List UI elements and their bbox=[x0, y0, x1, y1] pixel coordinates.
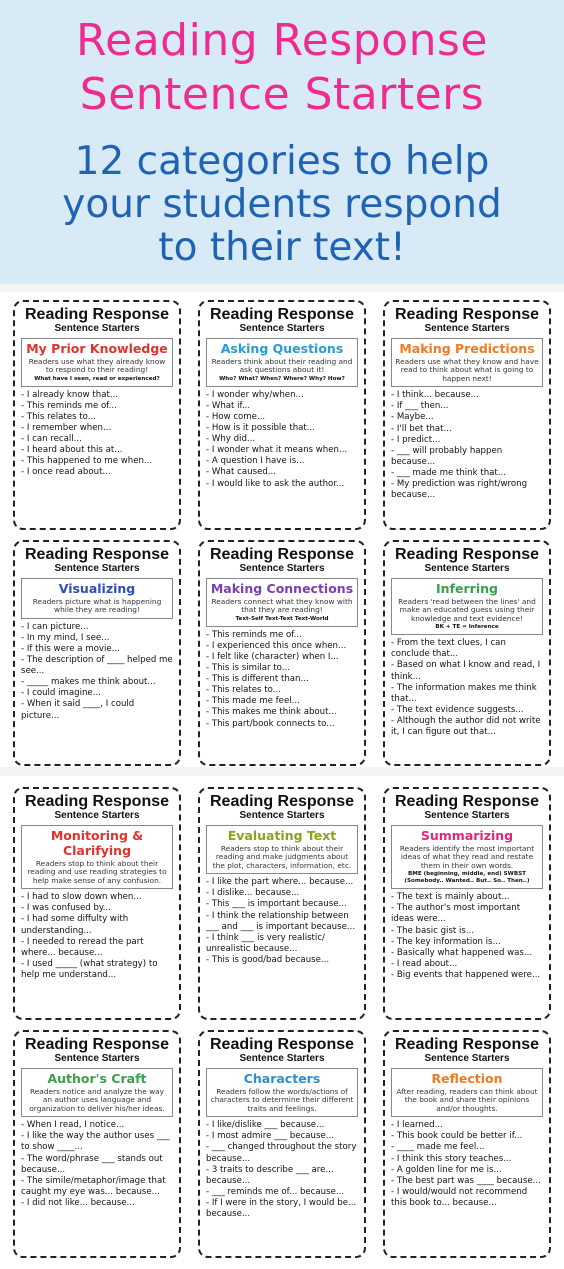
starter-item: - This relates to... bbox=[21, 412, 175, 423]
starter-item: - This happened to me when... bbox=[21, 456, 175, 467]
starter-list bbox=[385, 1120, 549, 1209]
starter-item: - The information makes me think that... bbox=[391, 683, 545, 705]
category-name: Evaluating Text bbox=[227, 828, 337, 843]
category-box bbox=[206, 1068, 358, 1117]
starter-item: - Maybe... bbox=[391, 412, 545, 423]
starter-item: - I think this story teaches... bbox=[391, 1154, 545, 1165]
page-title-line2: Sentence Starters bbox=[79, 69, 485, 120]
starter-item: - This reminds me of... bbox=[21, 401, 175, 412]
starter-item: - This ___ is important because... bbox=[206, 899, 360, 910]
card-subtitle: Sentence Starters bbox=[239, 810, 325, 821]
category-description: Readers stop to think about their reading and use reading strategies to help make sense of any confusion. bbox=[27, 859, 167, 885]
card-title: Reading Response bbox=[209, 306, 355, 323]
starter-item: - My prediction was right/wrong because... bbox=[391, 479, 545, 501]
starter-item: - A golden line for me is... bbox=[391, 1165, 545, 1176]
card-subtitle: Sentence Starters bbox=[424, 1053, 510, 1064]
category-description: Readers identify the most important ideas of what they read and restate them in their own words. bbox=[399, 844, 535, 870]
starter-item: - Big events that happened were... bbox=[391, 970, 545, 981]
starter-item: - I heard about this at... bbox=[21, 445, 175, 456]
category-box bbox=[21, 825, 173, 889]
starter-card bbox=[383, 1030, 551, 1258]
starter-card bbox=[13, 1030, 181, 1258]
starter-item: - This book could be better if... bbox=[391, 1131, 545, 1142]
starter-item: - This is good/bad because... bbox=[206, 955, 360, 966]
starter-item: - The text is mainly about... bbox=[391, 892, 545, 903]
category-note: What have I seen, read or experienced? bbox=[34, 375, 160, 382]
starter-item: - I remember when... bbox=[21, 423, 175, 434]
starter-item: - 3 traits to describe ___ are... because... bbox=[206, 1165, 360, 1187]
starter-item: - I'll bet that... bbox=[391, 424, 545, 435]
starter-item: - What if... bbox=[206, 401, 360, 412]
card-title: Reading Response bbox=[394, 1036, 540, 1053]
starter-item: - If ___ then... bbox=[391, 401, 545, 412]
starter-item: - I felt like (character) when I... bbox=[206, 652, 360, 663]
starter-item: - I most admire ___ because... bbox=[206, 1131, 360, 1142]
category-name: Monitoring & Clarifying bbox=[50, 828, 144, 858]
starter-item: - When it said ____, I could picture... bbox=[21, 699, 175, 721]
starter-item: - I would like to ask the author... bbox=[206, 479, 360, 490]
card-title: Reading Response bbox=[24, 546, 170, 563]
starter-item: - This is different than... bbox=[206, 674, 360, 685]
card-subtitle: Sentence Starters bbox=[54, 323, 140, 334]
category-description: After reading, readers can think about the book and share their opinions and/or thoughts. bbox=[396, 1087, 538, 1113]
card-title: Reading Response bbox=[24, 793, 170, 810]
starter-item: - I needed to reread the part where... because... bbox=[21, 937, 175, 959]
starter-card bbox=[13, 300, 181, 530]
card-title: Reading Response bbox=[394, 306, 540, 323]
category-name: Making Connections bbox=[210, 581, 354, 596]
starter-item: - Although the author did not write it, I can figure out that... bbox=[391, 716, 545, 738]
card-title: Reading Response bbox=[209, 1036, 355, 1053]
starter-item: - ___ changed throughout the story because... bbox=[206, 1142, 360, 1164]
starter-list bbox=[200, 1120, 364, 1220]
starter-item: - I wonder why/when... bbox=[206, 390, 360, 401]
category-name: Asking Questions bbox=[220, 341, 344, 356]
starter-item: - If this were a movie... bbox=[21, 644, 175, 655]
starter-item: - I used _____ (what strategy) to help me understand... bbox=[21, 959, 175, 981]
starter-item: - The text evidence suggests... bbox=[391, 705, 545, 716]
starter-item: - I can recall... bbox=[21, 434, 175, 445]
starter-list bbox=[15, 1120, 179, 1209]
starter-item: - How is it possible that... bbox=[206, 423, 360, 434]
starter-item: - I think the relationship between ___ and ___ is important because... bbox=[206, 911, 360, 933]
starter-item: - This relates to... bbox=[206, 685, 360, 696]
starter-item: - From the text clues, I can conclude that... bbox=[391, 638, 545, 660]
category-description: Readers follow the words/actions of characters to determine their different traits and feelings. bbox=[210, 1087, 354, 1113]
category-description: Readers notice and analyze the way an author uses language and organization to deliver his/her ideas. bbox=[29, 1087, 165, 1113]
starter-card bbox=[383, 300, 551, 530]
starter-card bbox=[198, 787, 366, 1020]
starter-item: - This is similar to... bbox=[206, 663, 360, 674]
card-title: Reading Response bbox=[394, 793, 540, 810]
starter-item: - I had to slow down when... bbox=[21, 892, 175, 903]
category-name: Characters bbox=[243, 1071, 321, 1086]
starter-item: - I had some diffulty with understanding... bbox=[21, 914, 175, 936]
category-box bbox=[206, 825, 358, 874]
starter-item: - This made me feel... bbox=[206, 696, 360, 707]
category-box bbox=[391, 1068, 543, 1117]
starter-item: - I can picture... bbox=[21, 622, 175, 633]
starter-list bbox=[385, 390, 549, 501]
category-name: My Prior Knowledge bbox=[26, 341, 168, 356]
starter-item: - What caused... bbox=[206, 467, 360, 478]
starter-card bbox=[198, 540, 366, 766]
card-subtitle: Sentence Starters bbox=[54, 810, 140, 821]
starter-item: - The simile/metaphor/image that caught my eye was... because... bbox=[21, 1176, 175, 1198]
category-name: Inferring bbox=[436, 581, 498, 596]
starter-list bbox=[385, 638, 549, 738]
starter-list bbox=[200, 630, 364, 730]
category-note: BK + TE = Inference bbox=[435, 624, 499, 631]
starter-item: - I would/would not recommend this book to... because... bbox=[391, 1187, 545, 1209]
starter-item: - I like the way the author uses ___ to show ____... bbox=[21, 1131, 175, 1153]
category-description: Readers picture what is happening while they are reading! bbox=[32, 597, 162, 615]
category-box bbox=[391, 825, 543, 889]
category-name: Reflection bbox=[431, 1071, 503, 1086]
starter-card bbox=[13, 787, 181, 1020]
category-box bbox=[391, 338, 543, 387]
card-title: Reading Response bbox=[209, 793, 355, 810]
category-description: Readers use what they know and have read to think about what is going to happen next! bbox=[395, 357, 539, 383]
starter-list bbox=[200, 877, 364, 966]
starter-item: - I think... because... bbox=[391, 390, 545, 401]
starter-item: - This makes me think about... bbox=[206, 707, 360, 718]
starter-item: - _____ makes me think about... bbox=[21, 677, 175, 688]
category-name: Making Predictions bbox=[399, 341, 535, 356]
starter-list bbox=[15, 892, 179, 981]
starter-item: - The word/phrase ___ stands out because... bbox=[21, 1154, 175, 1176]
starter-item: - I could imagine... bbox=[21, 688, 175, 699]
card-title: Reading Response bbox=[209, 546, 355, 563]
starter-item: - I once read about... bbox=[21, 467, 175, 478]
card-subtitle: Sentence Starters bbox=[424, 563, 510, 574]
starter-list bbox=[200, 390, 364, 490]
category-box bbox=[206, 578, 358, 627]
category-description: Readers stop to think about their reading and make judgments about the plot, characters, information, etc. bbox=[212, 844, 352, 870]
card-subtitle: Sentence Starters bbox=[239, 563, 325, 574]
starter-item: - I like the part where... because... bbox=[206, 877, 360, 888]
starter-card bbox=[198, 1030, 366, 1258]
category-box bbox=[206, 338, 358, 387]
card-subtitle: Sentence Starters bbox=[54, 1053, 140, 1064]
page-title-line1: Reading Response bbox=[76, 15, 488, 66]
starter-card bbox=[383, 787, 551, 1020]
starter-list bbox=[385, 892, 549, 981]
starter-item: - The author's most important ideas were... bbox=[391, 903, 545, 925]
starter-item: - Basically what happened was... bbox=[391, 948, 545, 959]
category-note: Who? What? When? Where? Why? How? bbox=[219, 375, 345, 382]
starter-item: - I read about... bbox=[391, 959, 545, 970]
category-name: Author's Craft bbox=[47, 1071, 147, 1086]
category-box bbox=[21, 578, 173, 619]
card-subtitle: Sentence Starters bbox=[239, 1053, 325, 1064]
starter-list bbox=[15, 622, 179, 722]
starter-item: - The best part was ____ because... bbox=[391, 1176, 545, 1187]
starter-item: - This part/book connects to... bbox=[206, 719, 360, 730]
card-subtitle: Sentence Starters bbox=[239, 323, 325, 334]
starter-item: - The basic gist is... bbox=[391, 926, 545, 937]
starter-card bbox=[13, 540, 181, 766]
card-subtitle: Sentence Starters bbox=[424, 323, 510, 334]
category-box bbox=[21, 338, 173, 387]
starter-item: - I think ___ is very realistic/ unrealistic because... bbox=[206, 933, 360, 955]
category-note: BME (beginning, middle, end) SWBST (Somebody.. Wanted.. But.. So.. Then..) bbox=[404, 871, 530, 885]
category-name: Visualizing bbox=[58, 581, 136, 596]
starter-item: - ___ made me think that... bbox=[391, 468, 545, 479]
starter-item: - When I read, I notice... bbox=[21, 1120, 175, 1131]
card-subtitle: Sentence Starters bbox=[54, 563, 140, 574]
starter-item: - I dislike... because... bbox=[206, 888, 360, 899]
starter-item: - ___ will probably happen because... bbox=[391, 446, 545, 468]
starter-item: - ___ reminds me of... because... bbox=[206, 1187, 360, 1198]
starter-item: - The description of ____ helped me see... bbox=[21, 655, 175, 677]
subtitle-line2: your students respond bbox=[62, 182, 502, 227]
starter-card bbox=[383, 540, 551, 766]
starter-item: - ____ made me feel... bbox=[391, 1142, 545, 1153]
card-subtitle: Sentence Starters bbox=[424, 810, 510, 821]
category-name: Summarizing bbox=[420, 828, 514, 843]
starter-item: - This reminds me of... bbox=[206, 630, 360, 641]
starter-item: - If I were in the story, I would be... because... bbox=[206, 1198, 360, 1220]
category-box bbox=[391, 578, 543, 635]
card-title: Reading Response bbox=[24, 306, 170, 323]
card-title: Reading Response bbox=[24, 1036, 170, 1053]
subtitle-line3: to their text! bbox=[158, 225, 406, 270]
card-title: Reading Response bbox=[394, 546, 540, 563]
category-description: Readers think about their reading and ask questions about it! bbox=[211, 357, 353, 375]
starter-item: - I experienced this once when... bbox=[206, 641, 360, 652]
subtitle-line1: 12 categories to help bbox=[74, 139, 490, 184]
starter-item: - I predict... bbox=[391, 435, 545, 446]
header-banner bbox=[0, 0, 564, 284]
starter-item: - I already know that... bbox=[21, 390, 175, 401]
starter-item: - Why did... bbox=[206, 434, 360, 445]
starter-list bbox=[15, 390, 179, 479]
category-description: Readers use what they already know to respond to their reading! bbox=[28, 357, 166, 375]
starter-item: - I wonder what it means when... bbox=[206, 445, 360, 456]
starter-item: - I did not like... because... bbox=[21, 1198, 175, 1209]
category-note: Text-Self Text-Text Text-World bbox=[235, 615, 329, 622]
starter-item: - How come... bbox=[206, 412, 360, 423]
starter-item: - The key information is... bbox=[391, 937, 545, 948]
starter-item: - I learned... bbox=[391, 1120, 545, 1131]
starter-item: - In my mind, I see... bbox=[21, 633, 175, 644]
category-description: Readers 'read between the lines' and make an educated guess using their knowledge and text evidence! bbox=[398, 597, 536, 623]
category-box bbox=[21, 1068, 173, 1117]
category-description: Readers connect what they know with that they are reading! bbox=[211, 597, 353, 615]
starter-item: - I like/dislike ___ because... bbox=[206, 1120, 360, 1131]
starter-card bbox=[198, 300, 366, 530]
starter-item: - A question I have is... bbox=[206, 456, 360, 467]
starter-item: - I was confused by... bbox=[21, 903, 175, 914]
starter-item: - Based on what I know and read, I think... bbox=[391, 660, 545, 682]
